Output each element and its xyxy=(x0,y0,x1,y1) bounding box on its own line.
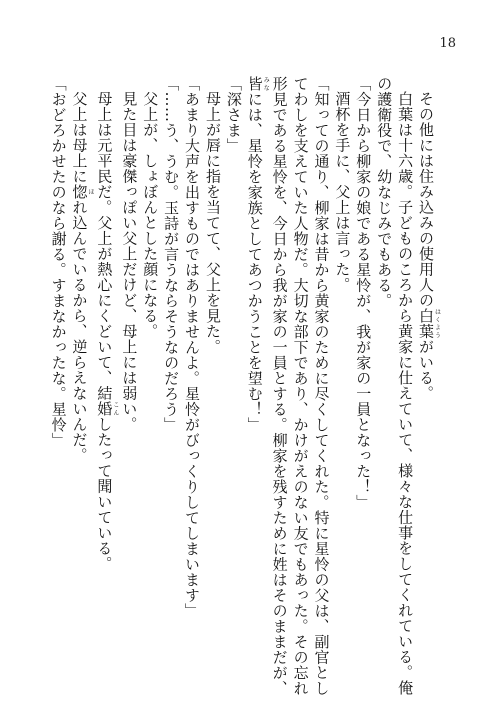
ruby-word xyxy=(417,308,441,339)
dialogue-line: 形見である星怜を、今日から我が家の一員とする。柳家を残すために姓はそのままだが、 xyxy=(270,76,289,696)
text-line: 父上が、しょぼんとした顔になる。 xyxy=(141,91,160,339)
dialogue-line: 「あまり大声を出すものではありませんよ。星怜がびっくりしてしまいます」 xyxy=(183,76,202,619)
line-segment: 父上は母上に xyxy=(70,91,89,184)
text-line xyxy=(94,76,119,676)
text-line: の護衛役で、幼なじみでもある。 xyxy=(375,76,394,309)
ruby-base: 白葉 xyxy=(417,308,435,339)
ruby-reading: みな xyxy=(262,76,270,92)
ruby-word xyxy=(70,184,94,200)
page-number: 18 xyxy=(439,36,456,51)
ruby-reading: ほ xyxy=(87,184,94,200)
line-segment: したって聞いている。 xyxy=(95,416,114,572)
ruby-base: 惚 xyxy=(70,184,89,200)
ruby-base: 皆 xyxy=(245,76,264,92)
body-text xyxy=(49,76,441,696)
ruby-reading: はくよう xyxy=(433,308,441,339)
line-segment: その他には住み込みの使用人の xyxy=(417,91,435,308)
dialogue-line: 「……う、うむ。玉詩が言うならそうなのだろう」 xyxy=(162,76,181,433)
dialogue-line: 「今日から柳家の娘である星怜が、我が家の一員となった！」 xyxy=(354,76,373,510)
text-line: 母上が唇に指を当てて、父上を見た。 xyxy=(203,91,222,355)
text-line: 酒杯を手に、父上は言った。 xyxy=(333,91,352,293)
dialogue-line xyxy=(244,76,269,676)
line-segment: 母上は元平民だ。父上が熱心にくどいて、結 xyxy=(95,91,114,401)
line-segment: れ込んでいるから、逆らえないんだ。 xyxy=(70,199,89,463)
dialogue-line: てわしを支えていた人物だ。大切な部下であり、かけがえのない友でもあった。その忘れ xyxy=(291,76,310,696)
ruby-reading: こん xyxy=(111,401,119,417)
line-segment: には、星怜を家族としてあつかうことを望む！」 xyxy=(245,91,264,433)
dialogue-line: 「深さま」 xyxy=(224,76,243,154)
line-segment: がいる。 xyxy=(417,339,435,401)
text-line: 白葉は十六歳。子どものころから黄家に仕えていて、様々な仕事をしてくれている。俺 xyxy=(396,91,415,696)
ruby-base: 婚 xyxy=(95,401,114,417)
dialogue-line: 「おどろかせたのなら謝る。すまなかったな。星怜」 xyxy=(49,76,68,448)
dialogue-line: 「知っての通り、柳家は昔から黄家のために尽くしてくれた。特に星怜の父は、副官とし xyxy=(312,76,331,696)
text-line xyxy=(69,76,94,676)
text-line: 見た目は豪傑っぽい父上だけど、母上には弱い。 xyxy=(120,91,139,432)
text-line xyxy=(415,76,440,676)
ruby-word xyxy=(245,76,270,92)
ruby-word xyxy=(95,401,119,417)
